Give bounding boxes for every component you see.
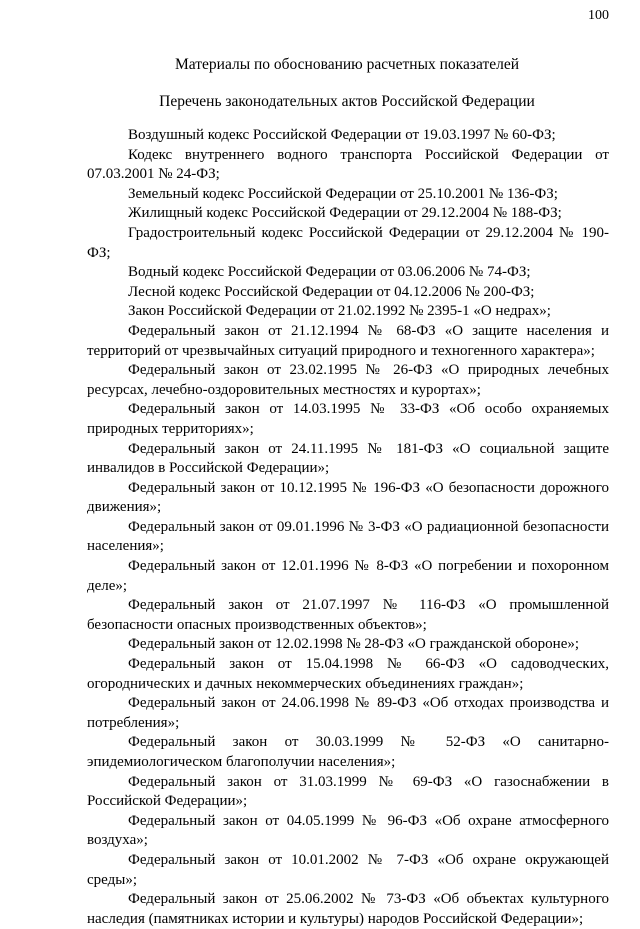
- list-item: Федеральный закон от 12.02.1998 № 28-ФЗ «О гражданской обороне»;: [128, 636, 580, 653]
- list-item: Федеральный закон от 04.05.1999 № 96-ФЗ «Об охране атмосферного воздуха»;: [87, 812, 609, 849]
- page-number: 100: [588, 8, 609, 23]
- list-item: Федеральный закон от 21.12.1994 № 68-ФЗ «О защите населения и территорий от чрезвычайных ситуаций природного и техногенного характера»;: [87, 322, 609, 359]
- list-item: Федеральный закон от 10.12.1995 № 196-ФЗ «О безопасности дорожного движения»;: [87, 479, 609, 516]
- list-item: Федеральный закон от 14.03.1995 № 33-ФЗ «Об особо охраняемых природных территориях»;: [87, 401, 609, 437]
- list-item: Федеральный закон от 24.11.1995 № 181-ФЗ «О социальной защите инвалидов в Российской Федерации»;: [87, 440, 609, 477]
- list-item: Федеральный закон от 21.07.1997 № 116-ФЗ «О промышленной безопасности опасных производственных объектов»;: [87, 597, 609, 633]
- list-item: Воздушный кодекс Российской Федерации от 19.03.1997 № 60-ФЗ;: [128, 127, 556, 143]
- legislative-acts-list: [87, 126, 609, 929]
- list-item: Градостроительный кодекс Российской Федерации от 29.12.2004 № 190-ФЗ;: [87, 224, 609, 261]
- list-item: Жилищный кодекс Российской Федерации от 29.12.2004 № 188-ФЗ;: [128, 205, 562, 222]
- list-item: Федеральный закон от 12.01.1996 № 8-ФЗ «О погребении и похоронном деле»;: [87, 558, 609, 594]
- list-item: Кодекс внутреннего водного транспорта Российской Федерации от 07.03.2001 № 24-ФЗ;: [87, 146, 609, 183]
- list-item: Закон Российской Федерации от 21.02.1992 № 2395-1 «О недрах»;: [128, 303, 551, 320]
- list-item: Федеральный закон от 30.03.1999 № 52-ФЗ «О санитарно-эпидемиологическом благополучии населения»;: [87, 734, 609, 770]
- list-item: Федеральный закон от 31.03.1999 № 69-ФЗ «О газоснабжении в Российской Федерации»;: [87, 773, 609, 810]
- list-item: Федеральный закон от 25.06.2002 № 73-ФЗ «Об объектах культурного наследия (памятниках истории и культуры) народов Российской Федерации»;: [87, 891, 609, 927]
- list-item: Лесной кодекс Российской Федерации от 04.12.2006 № 200-ФЗ;: [128, 283, 535, 300]
- list-item: Федеральный закон от 15.04.1998 № 66-ФЗ «О садоводческих, огороднических и дачных некоммерческих объединениях граждан»;: [87, 656, 609, 692]
- list-item: Земельный кодекс Российской Федерации от 25.10.2001 № 136-ФЗ;: [128, 185, 558, 202]
- list-item: Федеральный закон от 23.02.1995 № 26-ФЗ «О природных лечебных ресурсах, лечебно-оздоровительных местностях и курортах»;: [87, 362, 609, 398]
- list-item: Водный кодекс Российской Федерации от 03.06.2006 № 74-ФЗ;: [128, 264, 531, 281]
- list-item: Федеральный закон от 10.01.2002 № 7-ФЗ «Об охране окружающей среды»;: [87, 851, 609, 888]
- document-subtitle: Перечень законодательных актов Российской Федерации: [159, 93, 535, 110]
- list-item: Федеральный закон от 09.01.1996 № 3-ФЗ «О радиационной безопасности населения»;: [87, 518, 609, 555]
- document-title: Материалы по обоснованию расчетных показателей: [174, 56, 520, 73]
- list-item: Федеральный закон от 24.06.1998 № 89-ФЗ «Об отходах производства и потребления»;: [87, 695, 609, 731]
